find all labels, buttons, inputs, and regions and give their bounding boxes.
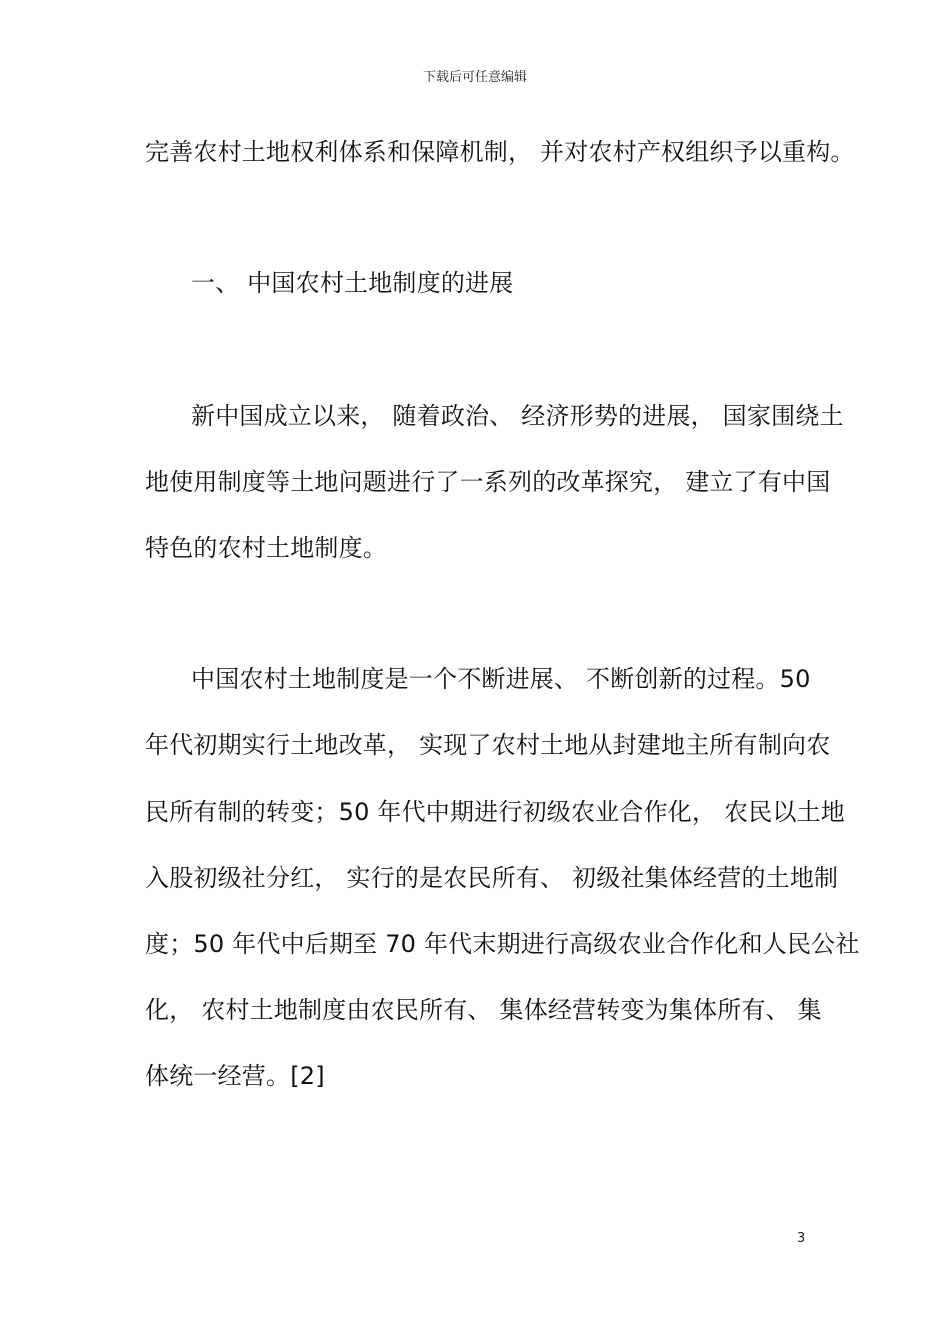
header-note: 下载后可任意编辑 (422, 70, 527, 85)
paragraph-line: 化， 农村土地制度由农民所有、 集体经营转变为集体所有、 集 (145, 996, 822, 1024)
page-number: 3 (797, 1231, 806, 1246)
paragraph-line: 年代初期实行土地改革， 实现了农村土地从封建地主所有制向农 (145, 731, 831, 759)
paragraph-line: 新中国成立以来， 随着政治、 经济形势的进展， 国家围绕土 (191, 402, 844, 430)
intro-line: 完善农村土地权利体系和保障机制， 并对农村产权组织予以重构。 (145, 138, 855, 166)
paragraph-line: 体统一经营。[2] (145, 1062, 325, 1090)
paragraph-line: 特色的农村土地制度。 (145, 534, 387, 562)
paragraph-line: 地使用制度等土地问题进行了一系列的改革探究， 建立了有中国 (145, 468, 831, 496)
paragraph-line: 度；50 年代中后期至 70 年代末期进行高级农业合作化和人民公社 (145, 930, 860, 958)
paragraph-line: 入股初级社分红， 实行的是农民所有、 初级社集体经营的土地制 (145, 864, 839, 892)
paragraph-line: 民所有制的转变；50 年代中期进行初级农业合作化， 农民以土地 (145, 798, 845, 826)
paragraph-line: 中国农村土地制度是一个不断进展、 不断创新的过程。50 (191, 665, 811, 693)
section-heading: 一、 中国农村土地制度的进展 (191, 269, 514, 297)
